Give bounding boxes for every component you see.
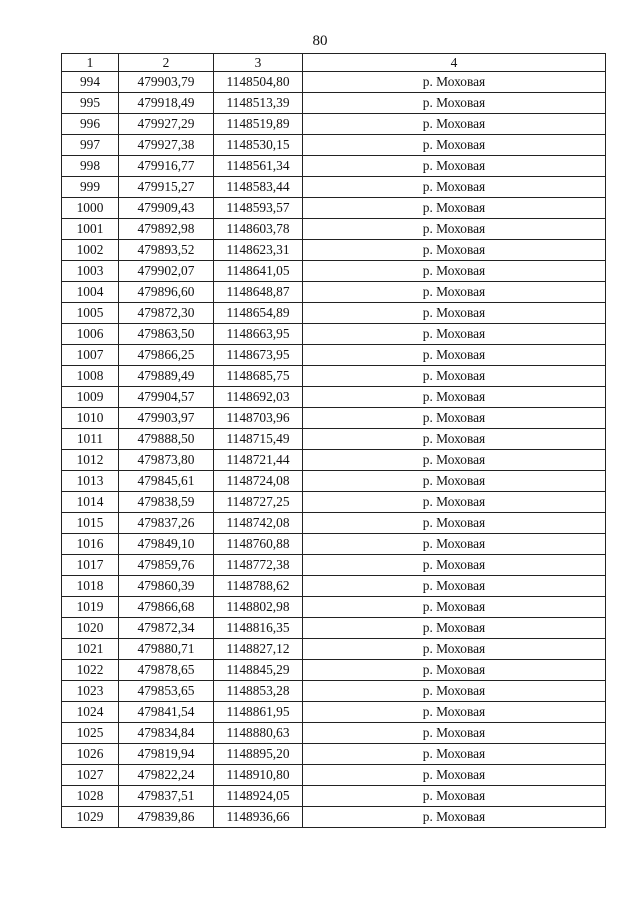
- cell-description: р. Моховая: [303, 492, 606, 513]
- table-row: [62, 471, 606, 492]
- cell-point-number: 997: [62, 135, 119, 156]
- coordinates-table: [61, 53, 606, 828]
- cell-description: р. Моховая: [303, 177, 606, 198]
- cell-y: 1148685,75: [214, 366, 303, 387]
- cell-point-number: 1005: [62, 303, 119, 324]
- cell-description: р. Моховая: [303, 324, 606, 345]
- cell-y: 1148673,95: [214, 345, 303, 366]
- cell-x: 479819,94: [119, 744, 214, 765]
- cell-description: р. Моховая: [303, 660, 606, 681]
- cell-point-number: 1020: [62, 618, 119, 639]
- cell-x: 479903,97: [119, 408, 214, 429]
- cell-description: р. Моховая: [303, 723, 606, 744]
- cell-point-number: 1012: [62, 450, 119, 471]
- table-row: [62, 660, 606, 681]
- cell-x: 479903,79: [119, 72, 214, 93]
- cell-x: 479866,25: [119, 345, 214, 366]
- cell-x: 479896,60: [119, 282, 214, 303]
- cell-x: 479872,34: [119, 618, 214, 639]
- cell-x: 479849,10: [119, 534, 214, 555]
- cell-point-number: 1026: [62, 744, 119, 765]
- cell-y: 1148727,25: [214, 492, 303, 513]
- header-cell-y: 3: [214, 54, 303, 72]
- table-row: [62, 408, 606, 429]
- cell-y: 1148583,44: [214, 177, 303, 198]
- cell-description: р. Моховая: [303, 240, 606, 261]
- cell-x: 479902,07: [119, 261, 214, 282]
- table-row: [62, 219, 606, 240]
- table-row: [62, 156, 606, 177]
- cell-x: 479916,77: [119, 156, 214, 177]
- table-row: [62, 261, 606, 282]
- cell-point-number: 1002: [62, 240, 119, 261]
- cell-y: 1148561,34: [214, 156, 303, 177]
- cell-y: 1148788,62: [214, 576, 303, 597]
- cell-point-number: 1008: [62, 366, 119, 387]
- table-body: [62, 72, 606, 828]
- cell-x: 479878,65: [119, 660, 214, 681]
- cell-y: 1148648,87: [214, 282, 303, 303]
- table-row: [62, 534, 606, 555]
- cell-description: р. Моховая: [303, 744, 606, 765]
- table-row: [62, 786, 606, 807]
- page-number: 80: [312, 33, 328, 49]
- table-row: [62, 429, 606, 450]
- cell-point-number: 1027: [62, 765, 119, 786]
- cell-point-number: 1018: [62, 576, 119, 597]
- table-row: [62, 135, 606, 156]
- cell-description: р. Моховая: [303, 786, 606, 807]
- table-row: [62, 303, 606, 324]
- table-row: [62, 72, 606, 93]
- cell-description: р. Моховая: [303, 72, 606, 93]
- cell-x: 479927,38: [119, 135, 214, 156]
- cell-y: 1148641,05: [214, 261, 303, 282]
- cell-description: р. Моховая: [303, 450, 606, 471]
- cell-x: 479909,43: [119, 198, 214, 219]
- cell-description: р. Моховая: [303, 408, 606, 429]
- cell-x: 479888,50: [119, 429, 214, 450]
- cell-y: 1148715,49: [214, 429, 303, 450]
- table-row: [62, 345, 606, 366]
- table-row: [62, 618, 606, 639]
- cell-description: р. Моховая: [303, 765, 606, 786]
- cell-y: 1148703,96: [214, 408, 303, 429]
- cell-y: 1148692,03: [214, 387, 303, 408]
- cell-description: р. Моховая: [303, 618, 606, 639]
- cell-y: 1148827,12: [214, 639, 303, 660]
- header-cell-x: 2: [119, 54, 214, 72]
- cell-y: 1148861,95: [214, 702, 303, 723]
- cell-point-number: 1013: [62, 471, 119, 492]
- cell-y: 1148504,80: [214, 72, 303, 93]
- cell-point-number: 1021: [62, 639, 119, 660]
- cell-description: р. Моховая: [303, 303, 606, 324]
- cell-x: 479880,71: [119, 639, 214, 660]
- cell-y: 1148816,35: [214, 618, 303, 639]
- cell-description: р. Моховая: [303, 471, 606, 492]
- table-row: [62, 93, 606, 114]
- cell-y: 1148519,89: [214, 114, 303, 135]
- table-row: [62, 723, 606, 744]
- cell-description: р. Моховая: [303, 597, 606, 618]
- cell-point-number: 1007: [62, 345, 119, 366]
- cell-x: 479889,49: [119, 366, 214, 387]
- cell-point-number: 1017: [62, 555, 119, 576]
- cell-point-number: 1028: [62, 786, 119, 807]
- cell-point-number: 1015: [62, 513, 119, 534]
- cell-description: р. Моховая: [303, 261, 606, 282]
- cell-y: 1148724,08: [214, 471, 303, 492]
- cell-y: 1148802,98: [214, 597, 303, 618]
- cell-x: 479893,52: [119, 240, 214, 261]
- cell-x: 479837,26: [119, 513, 214, 534]
- cell-y: 1148623,31: [214, 240, 303, 261]
- header-cell-point-number: 1: [62, 54, 119, 72]
- cell-description: р. Моховая: [303, 219, 606, 240]
- cell-description: р. Моховая: [303, 156, 606, 177]
- cell-y: 1148880,63: [214, 723, 303, 744]
- cell-y: 1148742,08: [214, 513, 303, 534]
- cell-description: р. Моховая: [303, 282, 606, 303]
- cell-x: 479863,50: [119, 324, 214, 345]
- header-cell-description: 4: [303, 54, 606, 72]
- cell-point-number: 994: [62, 72, 119, 93]
- table-row: [62, 765, 606, 786]
- cell-point-number: 1011: [62, 429, 119, 450]
- cell-y: 1148924,05: [214, 786, 303, 807]
- table-row: [62, 240, 606, 261]
- cell-x: 479837,51: [119, 786, 214, 807]
- cell-point-number: 1029: [62, 807, 119, 828]
- cell-y: 1148593,57: [214, 198, 303, 219]
- cell-y: 1148663,95: [214, 324, 303, 345]
- cell-x: 479873,80: [119, 450, 214, 471]
- cell-y: 1148895,20: [214, 744, 303, 765]
- table-row: [62, 177, 606, 198]
- cell-x: 479839,86: [119, 807, 214, 828]
- cell-y: 1148936,66: [214, 807, 303, 828]
- cell-point-number: 1010: [62, 408, 119, 429]
- cell-x: 479841,54: [119, 702, 214, 723]
- cell-point-number: 996: [62, 114, 119, 135]
- cell-description: р. Моховая: [303, 135, 606, 156]
- cell-point-number: 1023: [62, 681, 119, 702]
- cell-y: 1148845,29: [214, 660, 303, 681]
- cell-y: 1148513,39: [214, 93, 303, 114]
- table-row: [62, 744, 606, 765]
- table-row: [62, 450, 606, 471]
- cell-x: 479860,39: [119, 576, 214, 597]
- cell-point-number: 999: [62, 177, 119, 198]
- cell-description: р. Моховая: [303, 639, 606, 660]
- table-row: [62, 513, 606, 534]
- cell-point-number: 1014: [62, 492, 119, 513]
- cell-description: р. Моховая: [303, 513, 606, 534]
- header-row: [62, 54, 606, 72]
- cell-description: р. Моховая: [303, 93, 606, 114]
- cell-point-number: 1016: [62, 534, 119, 555]
- table-row: [62, 492, 606, 513]
- cell-point-number: 998: [62, 156, 119, 177]
- table-row: [62, 597, 606, 618]
- table-row: [62, 324, 606, 345]
- cell-y: 1148603,78: [214, 219, 303, 240]
- cell-x: 479822,24: [119, 765, 214, 786]
- cell-description: р. Моховая: [303, 345, 606, 366]
- table-row: [62, 576, 606, 597]
- table-row: [62, 702, 606, 723]
- cell-x: 479853,65: [119, 681, 214, 702]
- cell-y: 1148654,89: [214, 303, 303, 324]
- table-row: [62, 807, 606, 828]
- cell-description: р. Моховая: [303, 555, 606, 576]
- cell-description: р. Моховая: [303, 429, 606, 450]
- cell-point-number: 1024: [62, 702, 119, 723]
- cell-point-number: 1022: [62, 660, 119, 681]
- cell-x: 479872,30: [119, 303, 214, 324]
- table-row: [62, 387, 606, 408]
- cell-point-number: 1025: [62, 723, 119, 744]
- table-row: [62, 555, 606, 576]
- cell-x: 479859,76: [119, 555, 214, 576]
- cell-x: 479915,27: [119, 177, 214, 198]
- table-row: [62, 639, 606, 660]
- cell-y: 1148772,38: [214, 555, 303, 576]
- cell-x: 479834,84: [119, 723, 214, 744]
- cell-description: р. Моховая: [303, 114, 606, 135]
- cell-point-number: 1004: [62, 282, 119, 303]
- cell-y: 1148760,88: [214, 534, 303, 555]
- cell-y: 1148721,44: [214, 450, 303, 471]
- cell-description: р. Моховая: [303, 534, 606, 555]
- cell-x: 479918,49: [119, 93, 214, 114]
- cell-x: 479892,98: [119, 219, 214, 240]
- cell-description: р. Моховая: [303, 387, 606, 408]
- cell-description: р. Моховая: [303, 681, 606, 702]
- cell-point-number: 1019: [62, 597, 119, 618]
- table-row: [62, 681, 606, 702]
- table-row: [62, 366, 606, 387]
- cell-description: р. Моховая: [303, 576, 606, 597]
- cell-point-number: 1003: [62, 261, 119, 282]
- cell-description: р. Моховая: [303, 366, 606, 387]
- table-row: [62, 114, 606, 135]
- cell-x: 479838,59: [119, 492, 214, 513]
- cell-description: р. Моховая: [303, 702, 606, 723]
- cell-x: 479845,61: [119, 471, 214, 492]
- cell-description: р. Моховая: [303, 807, 606, 828]
- cell-y: 1148853,28: [214, 681, 303, 702]
- cell-point-number: 995: [62, 93, 119, 114]
- cell-x: 479904,57: [119, 387, 214, 408]
- cell-x: 479927,29: [119, 114, 214, 135]
- cell-x: 479866,68: [119, 597, 214, 618]
- cell-y: 1148910,80: [214, 765, 303, 786]
- cell-point-number: 1000: [62, 198, 119, 219]
- cell-point-number: 1009: [62, 387, 119, 408]
- cell-point-number: 1001: [62, 219, 119, 240]
- cell-point-number: 1006: [62, 324, 119, 345]
- cell-y: 1148530,15: [214, 135, 303, 156]
- table-row: [62, 282, 606, 303]
- table-row: [62, 198, 606, 219]
- cell-description: р. Моховая: [303, 198, 606, 219]
